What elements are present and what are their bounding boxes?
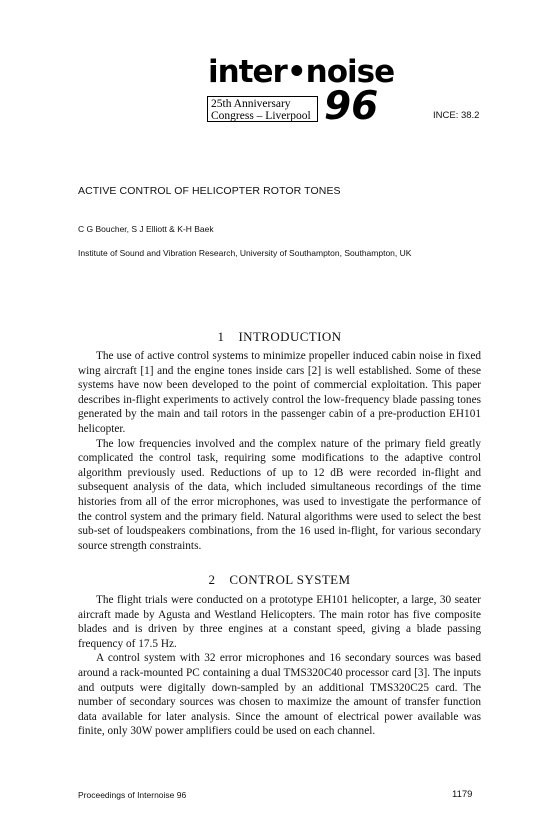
paragraph: The flight trials were conducted on a prototype EH101 helicopter, a large, 30 seater aircraft made by Agusta and Westland Helicopters. The main rotor has five composite blades and is driven by three engines at a constant speed, giving a blade passing frequency of 17.5 Hz. <box>78 594 481 650</box>
logo-title: inter•noise <box>208 54 395 90</box>
page-number: 1179 <box>452 789 473 800</box>
section-title: CONTROL SYSTEM <box>229 572 351 587</box>
paragraph: The low frequencies involved and the complex nature of the primary field greatly complicated the control task, requiring some modifications to the adaptive control algorithm previously used. Reductions of up to 12 dB were recorded in-flight and subsequent analysis of the data, which included simultaneous recordings of the time histories from all of the error microphones, was used to investigate the performance of the control system and the primary field. Natural algorithms were used to select the best sub-set of loudspeakers combinations, from the 16 used in-flight, for various secondary source strength constraints. <box>78 437 481 552</box>
congress-logo <box>200 54 395 130</box>
section-heading-control-system <box>78 572 481 588</box>
section-number: 1 <box>217 329 225 344</box>
paper-affiliation: Institute of Sound and Vibration Research, University of Southampton, Southampton, UK <box>78 248 412 258</box>
paper-title: ACTIVE CONTROL OF HELICOPTER ROTOR TONES <box>78 185 341 197</box>
section-number: 2 <box>208 572 216 587</box>
logo-anniversary-box <box>207 96 318 122</box>
paper-authors: C G Boucher, S J Elliott & K-H Baek <box>78 224 214 234</box>
footer-proceedings: Proceedings of Internoise 96 <box>78 790 187 800</box>
logo-line-1: 25th Anniversary <box>211 98 291 110</box>
section-heading-introduction <box>78 329 481 345</box>
paragraph: The use of active control systems to minimize propeller induced cabin noise in fixed wing aircraft [1] and the engine tones inside cars [2] is well established. Some of these systems have now been developed to the point of commercial exploitation. This paper describes in-flight experiments to actively control the low-frequency blade passing tones generated by the main and tail rotors in the passenger cabin of a pre-production EH101 helicopter. <box>78 350 481 435</box>
paper-reference: INCE: 38.2 <box>433 110 480 121</box>
logo-line-2: Congress – Liverpool <box>211 110 311 122</box>
logo-number: 96 <box>324 84 379 129</box>
section-title: INTRODUCTION <box>238 329 342 344</box>
section-body-introduction <box>78 349 481 553</box>
section-body-control-system <box>78 593 481 739</box>
paragraph: A control system with 32 error microphones and 16 secondary sources was based around a rack-mounted PC containing a dual TMS320C40 processor card [3]. The inputs and outputs were digitally down-sampled by an additional TMS320C25 card. The number of secondary sources was chosen to maximize the amount of transfer function data available for later analysis. Since the amount of electrical power available was finite, only 30W power amplifiers could be used on each channel. <box>78 652 481 738</box>
